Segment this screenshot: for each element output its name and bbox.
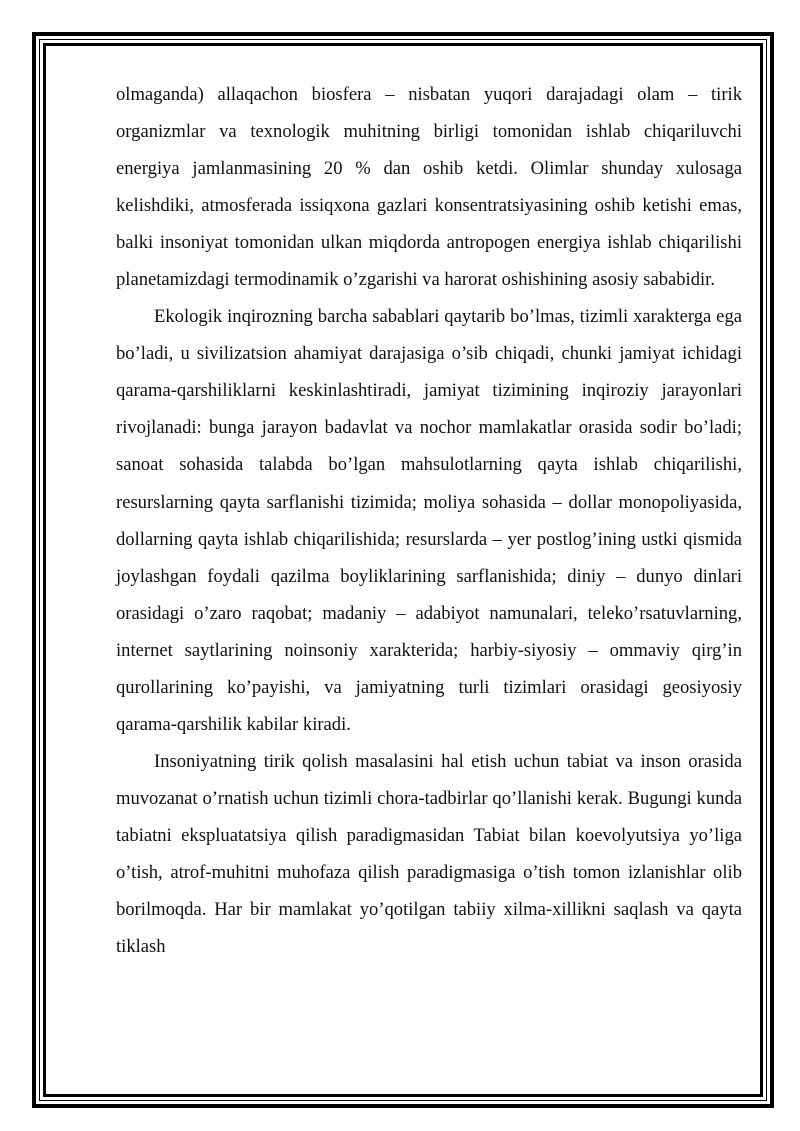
paragraph-1: olmaganda) allaqachon biosfera – nisbatan yuqori darajadagi olam – tirik organizmlar va texnologik muhitning birligi tomonidan ishlab chiqariluvchi energiya jamlanmasining 20 % dan oshib ketdi. Olimlar shunday xulosaga kelishdiki, atmosferada issiqxona gazlari konsentratsiyasining oshib ketishi emas, balki insoniyat tomonidan ulkan miqdorda antropogen energiya ishlab chiqarilishi planetamizdagi termodinamik o’zgarishi va harorat oshishining asosiy sababidir. <box>116 84 742 291</box>
document-body <box>116 76 742 965</box>
paragraph-2: Ekologik inqirozning barcha sabablari qaytarib bo’lmas, tizimli xarakterga ega bo’ladi, u sivilizatsion ahamiyat darajasiga o’sib chiqadi, chunki jamiyat ichidagi qarama-qarshiliklarni keskinlashtiradi, jamiyat tizimining inqiroziy jarayonlari rivojlanadi: bunga jarayon badavlat va nochor mamlakatlar orasida sodir bo’ladi; sanoat sohasida talabda bo’lgan mahsulotlarning qayta ishlab chiqarilishi, resurslarning qayta sarflanishi tizimida; moliya sohasida – dollar monopoliyasida, dollarning qayta ishlab chiqarilishida; resurslarda – yer postlog’ining ustki qismida joylashgan foydali qazilma boyliklarining sarflanishida; diniy – dunyo dinlari orasidagi o’zaro raqobat; madaniy – adabiyot namunalari, teleko’rsatuvlarning, internet saytlarining noinsoniy xarakterida; harbiy-siyosiy – ommaviy qirg’in qurollarining ko’payishi, va jamiyatning turli tizimlari orasidagi geosiyosiy qarama-qarshilik kabilar kiradi. <box>116 306 742 735</box>
paragraph-3: Insoniyatning tirik qolish masalasini hal etish uchun tabiat va inson orasida muvozanat o’rnatish uchun tizimli chora-tadbirlar qo’llanishi kerak. Bugungi kunda tabiatni ekspluatatsiya qilish paradigmasidan Tabiat bilan koevolyutsiya yo’liga o’tish, atrof-muhitni muhofaza qilish paradigmasiga o’tish tomon izlanishlar olib borilmoqda. Har bir mamlakat yo’qotilgan tabiiy xilma-xillikni saqlash va qayta tiklash <box>116 750 742 958</box>
